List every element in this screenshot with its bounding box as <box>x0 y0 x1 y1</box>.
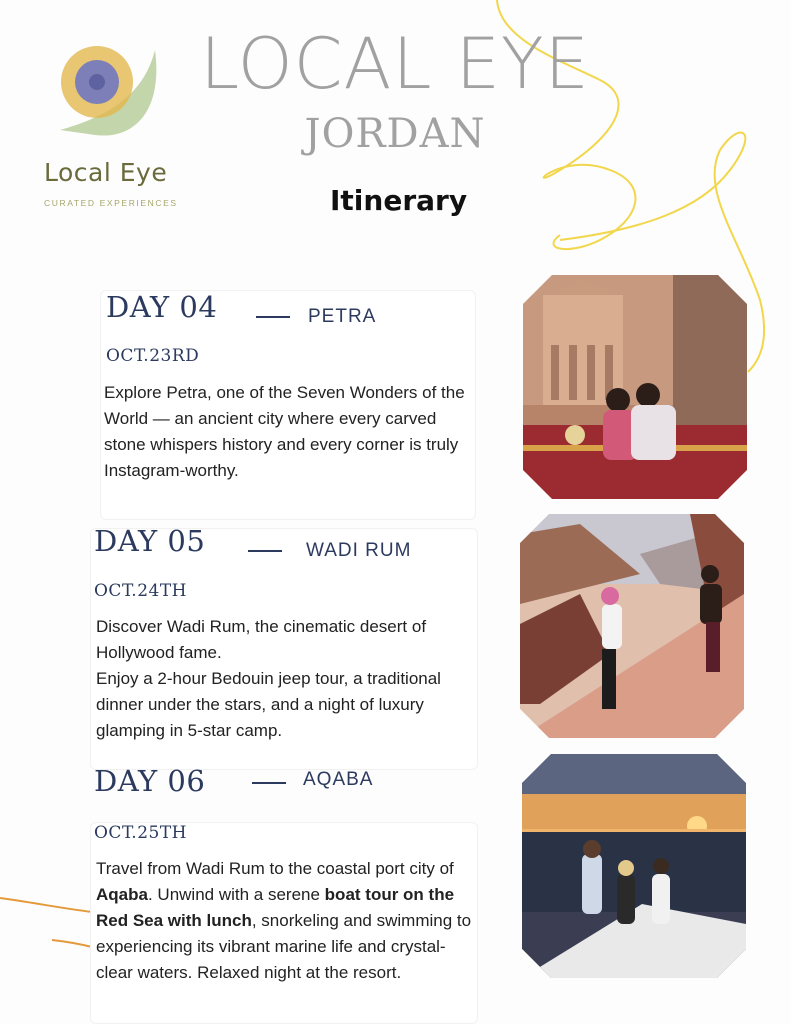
brand-tagline: CURATED EXPERIENCES <box>44 198 178 208</box>
desert-dune-photo-icon <box>520 514 744 738</box>
description-bold: Aqaba <box>96 885 148 904</box>
dash-divider <box>252 782 286 784</box>
petra-photo <box>523 275 747 499</box>
brand-name: Local Eye <box>44 158 168 187</box>
date-label: OCT.24TH <box>94 581 187 601</box>
place-label: PETRA <box>308 306 377 327</box>
description-line: Discover Wadi Rum, the cinematic desert of Hollywood fame. <box>96 617 427 662</box>
orange-line-2 <box>52 940 92 947</box>
aqaba-photo <box>522 754 746 978</box>
itinerary-heading: Itinerary <box>330 184 468 217</box>
description-bold: boat tour on the Red Sea with lunch <box>96 885 455 930</box>
place-label: AQABA <box>303 769 374 790</box>
day-label: DAY 05 <box>94 524 206 558</box>
description-text: , snorkeling and swimming to experiencing its vibrant marine life and crystal-clear waters. Relaxed night at the resort. <box>96 911 472 982</box>
orange-line-1 <box>0 898 92 912</box>
day-description: Explore Petra, one of the Seven Wonders of the World — an ancient city where every carved stone whispers history and every corner is truly Instagram-worthy. <box>104 383 465 480</box>
date-label: OCT.25TH <box>94 823 187 843</box>
page-subtitle: JORDAN <box>304 111 486 157</box>
description-text: . Unwind with a serene <box>147 885 325 904</box>
day-label: DAY 06 <box>94 764 206 798</box>
wadi-rum-photo <box>520 514 744 738</box>
dash-divider <box>256 316 290 318</box>
day-description <box>96 614 466 744</box>
day-description <box>96 856 472 986</box>
dash-divider <box>248 550 282 552</box>
place-label: WADI RUM <box>306 540 412 561</box>
description-text: Travel from Wadi Rum to the coastal port city of <box>96 859 454 878</box>
page-title: LOCAL EYE <box>200 23 590 105</box>
petra-treasury-photo-icon <box>523 275 747 499</box>
red-sea-boat-photo-icon <box>522 754 746 978</box>
date-label: OCT.23RD <box>106 346 200 366</box>
local-eye-logo-icon <box>55 40 165 150</box>
day-label: DAY 04 <box>106 290 218 324</box>
description-line: Enjoy a 2-hour Bedouin jeep tour, a traditional dinner under the stars, and a night of luxury glamping in 5-star camp. <box>96 669 441 740</box>
